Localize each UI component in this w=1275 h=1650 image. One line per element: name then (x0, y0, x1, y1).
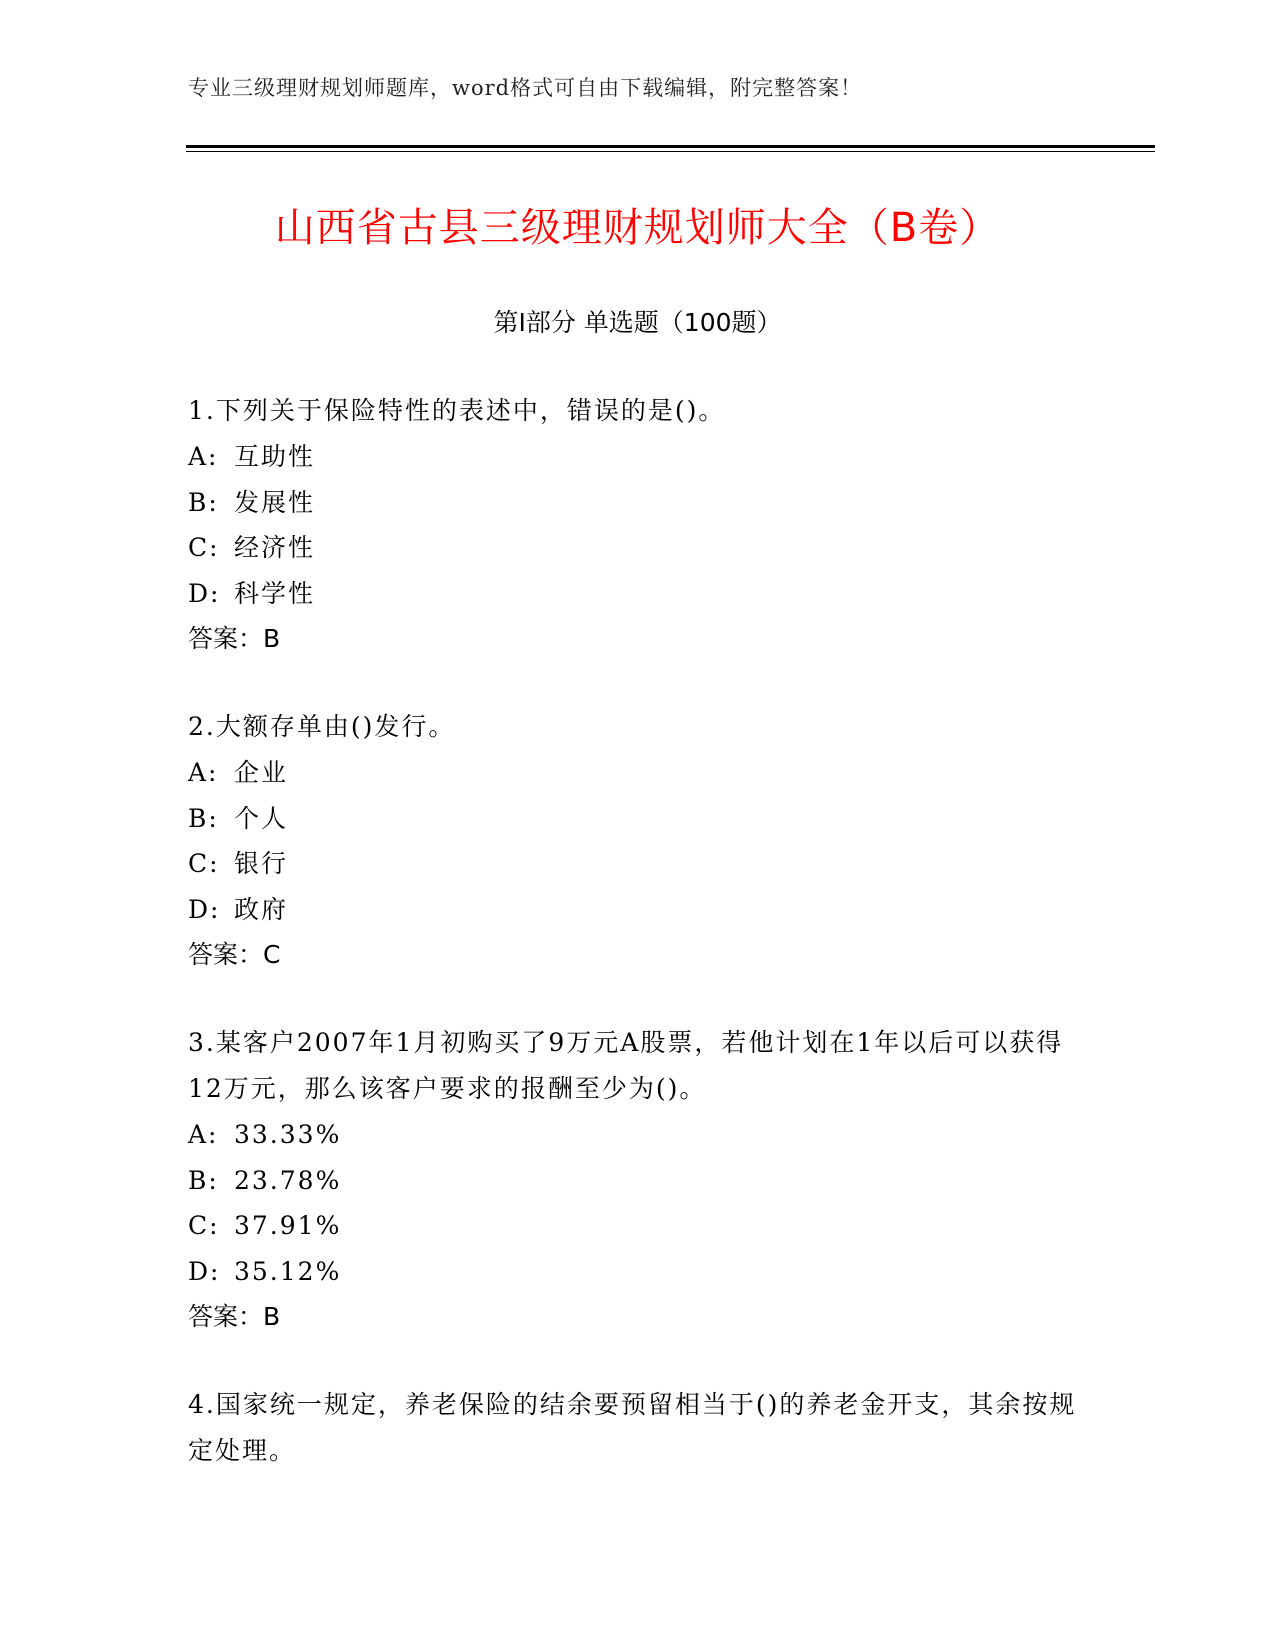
option-d (188, 887, 1078, 933)
question-stem: 2.大额存单由()发行。 (188, 712, 456, 741)
question-4 (188, 1382, 1078, 1474)
question-2 (188, 704, 1078, 978)
option-a (188, 750, 1078, 796)
option-b (188, 1158, 1078, 1204)
option-text: 37.91% (234, 1211, 342, 1240)
option-letter: D: (188, 578, 221, 608)
option-text: 银行 (234, 849, 289, 878)
option-text: 企业 (234, 758, 289, 787)
option-b (188, 480, 1078, 526)
option-a (188, 1112, 1078, 1158)
option-b (188, 796, 1078, 842)
question-stem: 4.国家统一规定，养老保险的结余要预留相当于()的养老金开支，其余按规定处理。 (188, 1390, 1077, 1465)
option-text: 35.12% (234, 1256, 342, 1286)
answer: 答案：C (188, 940, 281, 969)
option-letter: A: (188, 758, 219, 787)
option-c (188, 841, 1078, 887)
option-letter: D: (188, 1256, 221, 1286)
question-list (188, 388, 1078, 1516)
question-stem: 1.下列关于保险特性的表述中，错误的是()。 (188, 396, 726, 425)
option-text: 个人 (234, 803, 289, 833)
option-text: 33.33% (234, 1120, 342, 1149)
option-text: 政府 (234, 894, 289, 924)
answer: 答案：B (188, 1302, 281, 1331)
option-letter: A: (188, 1120, 219, 1149)
option-letter: A: (188, 442, 219, 471)
option-letter: B: (188, 1165, 219, 1195)
header-rule-thin (186, 151, 1155, 152)
option-c (188, 525, 1078, 571)
header-note: 专业三级理财规划师题库，word格式可自由下载编辑，附完整答案！ (188, 76, 863, 100)
option-text: 发展性 (234, 487, 316, 517)
option-d (188, 571, 1078, 617)
option-letter: D: (188, 894, 221, 924)
option-text: 科学性 (234, 578, 316, 608)
option-d (188, 1249, 1078, 1295)
section-title: 第I部分 单选题（100题） (493, 308, 782, 337)
option-text: 23.78% (234, 1165, 342, 1195)
option-letter: C: (188, 533, 220, 562)
option-text: 互助性 (234, 442, 316, 471)
option-c (188, 1203, 1078, 1249)
option-letter: C: (188, 849, 220, 878)
option-a (188, 434, 1078, 480)
header-rule-thick (186, 145, 1155, 148)
question-stem: 3.某客户2007年1月初购买了9万元A股票，若他计划在1年以后可以获得12万元，那么该客户要求的报酬至少为()。 (188, 1028, 1064, 1103)
option-letter: B: (188, 487, 219, 517)
option-letter: C: (188, 1211, 220, 1240)
question-1 (188, 388, 1078, 662)
option-text: 经济性 (234, 533, 316, 562)
answer: 答案：B (188, 624, 281, 653)
option-letter: B: (188, 803, 219, 833)
document-title: 山西省古县三级理财规划师大全（B卷） (274, 205, 1001, 251)
question-3 (188, 1020, 1078, 1340)
